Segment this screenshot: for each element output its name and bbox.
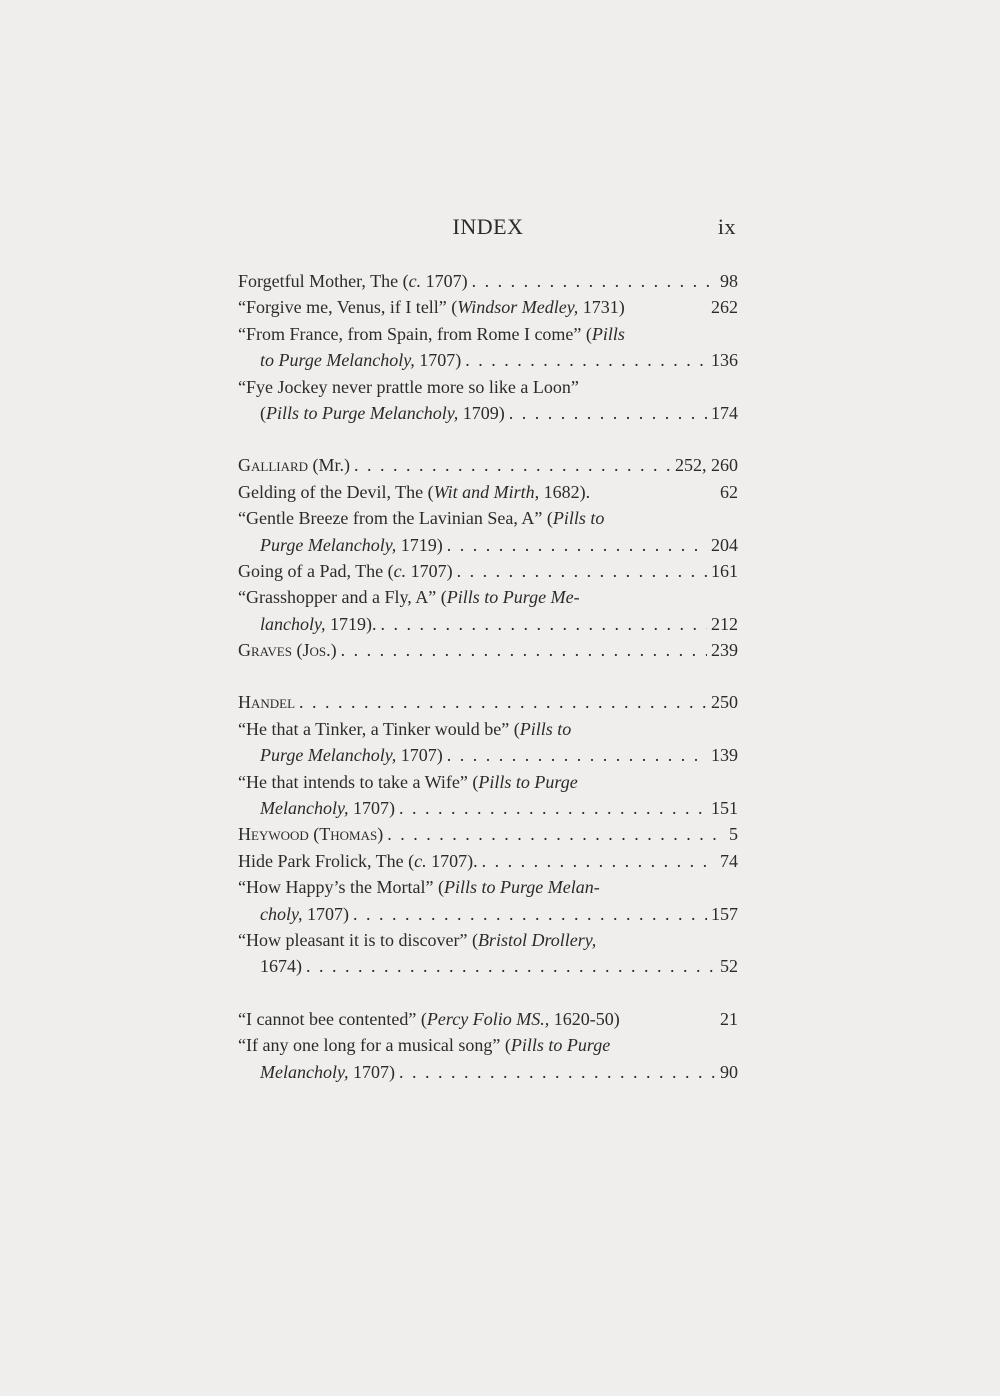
page-reference: 136 [711, 350, 738, 371]
page-reference: 74 [720, 850, 738, 871]
entry-text: (Pills to Purge Melancholy, 1709) [260, 402, 505, 423]
entry-text: Hide Park Frolick, The (c. 1707). [238, 850, 478, 871]
group-gap [238, 663, 738, 689]
page-reference: 151 [711, 798, 738, 819]
entry-text: Heywood (Thomas) [238, 824, 384, 845]
page-reference: 98 [720, 271, 738, 291]
entry-text: Melancholy, 1707) [260, 798, 395, 819]
entry-line [238, 795, 738, 821]
leader-dots [350, 452, 671, 478]
leader-dots [302, 953, 716, 979]
folio-number: ix [717, 214, 736, 239]
index-entry [238, 294, 738, 320]
index-entry [238, 1032, 738, 1085]
entry-text: Graves (Jos.) [238, 640, 337, 661]
entry-text: “I cannot bee contented” (Percy Folio MS., 1620-50) [238, 1008, 620, 1029]
entry-line [238, 558, 738, 584]
leader-dots [453, 558, 707, 584]
entry-text: choly, 1707) [260, 903, 349, 924]
index-entry [238, 479, 738, 505]
entry-text: “How Happy’s the Mortal” (Pills to Purge Melan- [238, 877, 600, 898]
entry-text: 1674) [260, 956, 302, 977]
index-entry [238, 268, 738, 294]
entry-line [238, 479, 738, 505]
page-reference: 204 [711, 534, 738, 555]
page-reference: 52 [720, 956, 738, 977]
index-entry [238, 874, 738, 927]
index-letter-group [238, 689, 738, 979]
entry-line [238, 716, 738, 742]
index-entry [238, 689, 738, 715]
entry-line [238, 953, 738, 979]
entry-line [238, 505, 738, 531]
index-entry [238, 374, 738, 427]
entry-line [238, 532, 738, 558]
entry-text: “How pleasant it is to discover” (Bristol Drollery, [238, 929, 597, 950]
entry-line [238, 374, 738, 400]
page-reference: 212 [711, 613, 738, 634]
page-reference: 250 [711, 692, 738, 713]
index-entry [238, 452, 738, 478]
entry-text: Melancholy, 1707) [260, 1061, 395, 1082]
page-reference: 239 [711, 640, 738, 661]
entry-line [238, 874, 738, 900]
index-entry [238, 848, 738, 874]
entry-line [238, 1032, 738, 1058]
entry-text: Galliard (Mr.) [238, 455, 351, 476]
leader-dots [443, 532, 707, 558]
entry-text: “From France, from Spain, from Rome I come” (Pills [238, 323, 625, 344]
page-reference: 262 [711, 297, 738, 318]
page-reference: 90 [720, 1061, 738, 1082]
index-entry [238, 505, 738, 558]
group-gap [238, 980, 738, 1006]
index-entry [238, 321, 738, 374]
entry-text: “Grasshopper and a Fly, A” (Pills to Purge Me- [238, 587, 580, 608]
entry-text: to Purge Melancholy, 1707) [260, 350, 462, 371]
page-reference: 252, 260 [675, 455, 738, 476]
entry-line [238, 347, 738, 373]
entry-line [238, 400, 738, 426]
leader-dots [468, 268, 716, 294]
page-reference: 5 [729, 824, 738, 845]
leader-dots [395, 1059, 716, 1085]
leader-dots [383, 821, 725, 847]
entry-text: Purge Melancholy, 1707) [260, 745, 443, 766]
entry-line [238, 1059, 738, 1085]
entry-text: Handel [238, 692, 296, 713]
index-entry [238, 927, 738, 980]
index-entry [238, 769, 738, 822]
entry-text: “He that a Tinker, a Tinker would be” (Pills to [238, 718, 572, 739]
index-entry [238, 716, 738, 769]
leader-dots [461, 347, 707, 373]
entry-line [238, 1006, 738, 1032]
index-entry [238, 821, 738, 847]
leader-dots [349, 901, 707, 927]
index-entries [238, 268, 738, 1085]
group-gap [238, 426, 738, 452]
entry-line [238, 689, 738, 715]
index-entry [238, 584, 738, 637]
leader-dots [443, 742, 707, 768]
entry-line [238, 742, 738, 768]
entry-line [238, 901, 738, 927]
entry-text: “If any one long for a musical song” (Pills to Purge [238, 1035, 611, 1056]
entry-line [238, 294, 738, 320]
page-reference: 62 [720, 481, 738, 502]
running-head [238, 214, 738, 244]
entry-text: Gelding of the Devil, The (Wit and Mirth, 1682). [238, 481, 591, 502]
entry-line [238, 821, 738, 847]
page-reference: 174 [711, 402, 738, 423]
entry-text: lancholy, 1719). [260, 613, 377, 634]
entry-text: “He that intends to take a Wife” (Pills to Purge [238, 771, 578, 792]
entry-line [238, 584, 738, 610]
page-reference: 21 [720, 1008, 738, 1029]
entry-text: Purge Melancholy, 1719) [260, 534, 443, 555]
leader-dots [395, 795, 707, 821]
leader-dots [505, 400, 707, 426]
entry-text: Forgetful Mother, The (c. 1707) [238, 271, 468, 291]
leader-dots [295, 689, 707, 715]
entry-text: “Fye Jockey never prattle more so like a Loon” [238, 376, 579, 397]
page-reference: 161 [711, 560, 738, 581]
entry-line [238, 637, 738, 663]
entry-line [238, 452, 738, 478]
leader-dots [377, 611, 708, 637]
page-title: INDEX [452, 214, 524, 239]
entry-text: “Forgive me, Venus, if I tell” (Windsor Medley, 1731) [238, 297, 625, 318]
entry-line [238, 321, 738, 347]
entry-text: “Gentle Breeze from the Lavinian Sea, A” (Pills to [238, 508, 605, 529]
index-letter-group [238, 268, 738, 426]
leader-dots [478, 848, 716, 874]
page-reference: 139 [711, 745, 738, 766]
page-reference: 157 [711, 903, 738, 924]
index-entry [238, 637, 738, 663]
entry-line [238, 848, 738, 874]
entry-line [238, 268, 738, 294]
leader-dots [337, 637, 707, 663]
index-entry [238, 1006, 738, 1032]
entry-text: Going of a Pad, The (c. 1707) [238, 560, 453, 581]
index-entry [238, 558, 738, 584]
entry-line [238, 611, 738, 637]
index-letter-group [238, 1006, 738, 1085]
entry-line [238, 927, 738, 953]
index-letter-group [238, 452, 738, 663]
entry-line [238, 769, 738, 795]
